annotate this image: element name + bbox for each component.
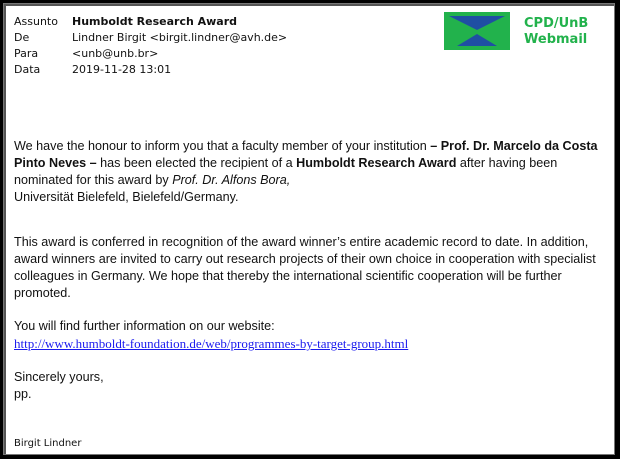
- subject-row: [14, 14, 287, 30]
- unb-logo-icon: [444, 12, 510, 50]
- message-body: [14, 138, 612, 403]
- from-label: De: [14, 31, 30, 44]
- pp-text: pp.: [14, 387, 32, 401]
- paragraph-award-description: This award is conferred in recognition of the award winner’s entire academic record to date. In addition, award winners are invited to carry out research projects of their own choice in cooperation with specialist colleagues in Germany. We hope that thereby the international scientific cooperation will be further promoted.: [14, 235, 596, 300]
- to-value: <unb@unb.br>: [72, 47, 159, 60]
- paragraph-website: [14, 318, 612, 353]
- from-row: [14, 30, 287, 46]
- date-label: Data: [14, 63, 41, 76]
- p1-text-a: We have the honour to inform you that a faculty member of your institution: [14, 139, 431, 153]
- logo-line1: CPD/UnB: [524, 16, 589, 31]
- subject-label: Assunto: [14, 15, 58, 28]
- p1-award-name: Humboldt Research Award: [296, 156, 457, 170]
- to-label: Para: [14, 47, 39, 60]
- date-row: [14, 62, 287, 78]
- p1-text-c: has been elected the recipient of a: [96, 156, 297, 170]
- logo-line2: Webmail: [524, 32, 588, 47]
- email-window: [3, 3, 615, 455]
- closing-text: Sincerely yours,: [14, 370, 104, 384]
- p1-text-e: after having been nominated for this award by: [14, 156, 558, 187]
- logo-text: [524, 16, 588, 48]
- subject-value: Humboldt Research Award: [72, 15, 238, 28]
- p1-affiliation: Universität Bielefeld, Bielefeld/Germany.: [14, 190, 239, 204]
- paragraph-announcement: [14, 138, 612, 206]
- p1-nominator: Prof. Dr. Alfons Bora,: [172, 173, 291, 187]
- date-value: 2019-11-28 13:01: [72, 63, 172, 76]
- unb-webmail-logo: [444, 12, 604, 52]
- humboldt-website-link[interactable]: http://www.humboldt-foundation.de/web/programmes-by-target-group.html: [14, 336, 409, 351]
- from-value: Lindner Birgit <birgit.lindner@avh.de>: [72, 31, 288, 44]
- email-headers: [14, 14, 287, 78]
- p1-awardee: – Prof. Dr. Marcelo da Costa Pinto Neves –: [14, 139, 598, 170]
- paragraph-closing: [14, 369, 612, 403]
- to-row: [14, 46, 287, 62]
- website-intro: You will find further information on our website:: [14, 319, 275, 333]
- signature: Birgit Lindner: [14, 438, 82, 449]
